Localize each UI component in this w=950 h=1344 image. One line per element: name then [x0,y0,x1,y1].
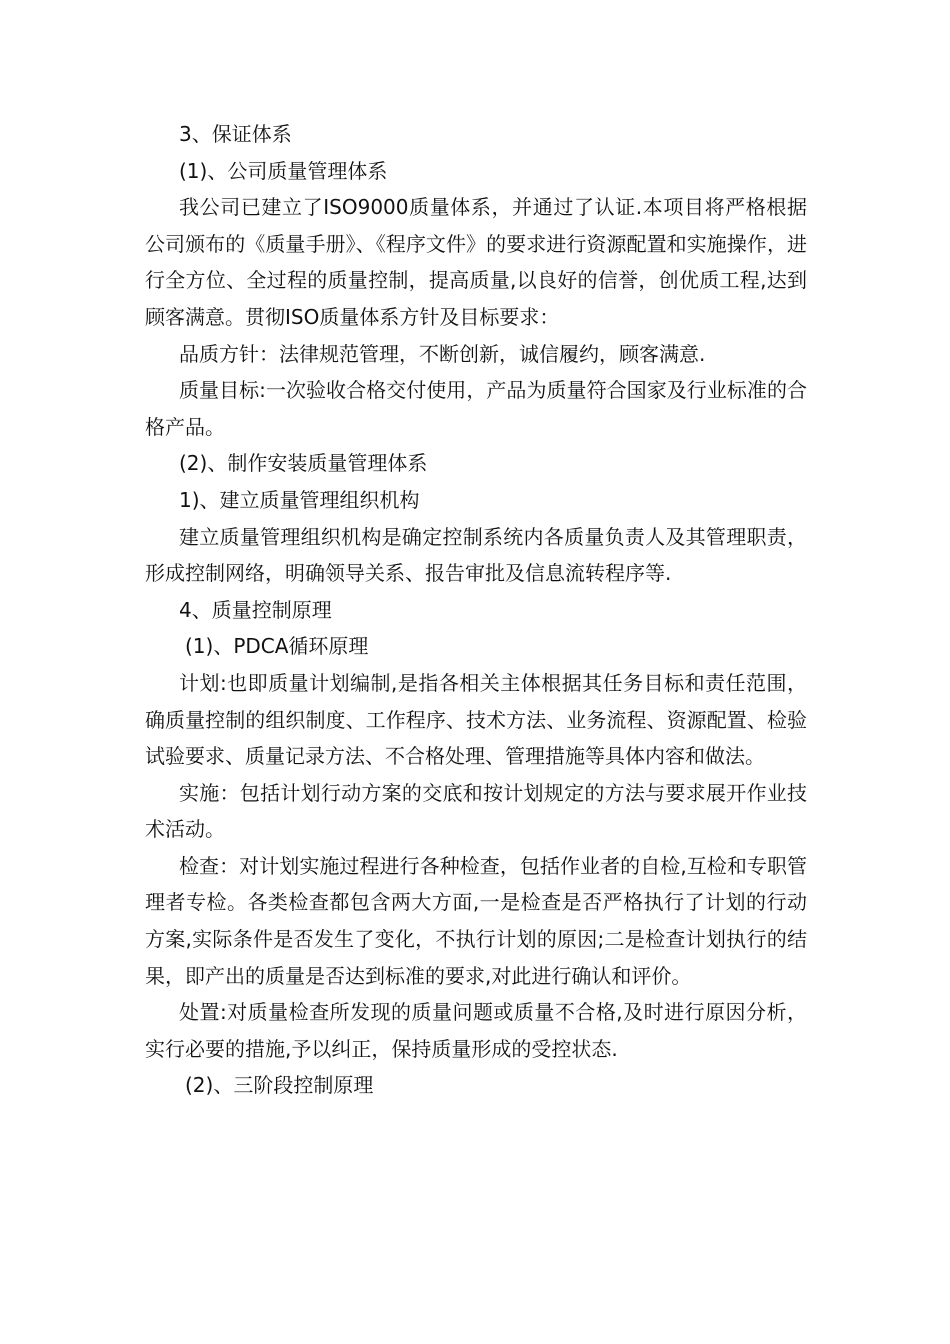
paragraph-iso9000: 我公司已建立了ISO9000质量体系，并通过了认证.本项目将严格根据公司颁布的《质量手册》、《程序文件》的要求进行资源配置和实施操作，进行全方位、全过程的质量控制，提高质量,以良好的信誉，创优质工程,达到顾客满意。贯彻ISO质量体系方针及目标要求： [145,195,807,329]
document-body [145,116,807,1104]
paragraph-plan: 计划:也即质量计划编制,是指各相关主体根据其任务目标和责任范围，确质量控制的组织制度、工作程序、技术方法、业务流程、资源配置、检验试验要求、质量记录方法、不合格处理、管理措施等具体内容和做法。 [145,670,807,769]
subheading-pdca: (1)、PDCA循环原理 [185,634,369,659]
paragraph-act: 处置:对质量检查所发现的质量问题或质量不合格,及时进行原因分析，实行必要的措施,予以纠正，保持质量形成的受控状态. [145,1000,807,1061]
subheading-three-stage: (2)、三阶段控制原理 [185,1073,374,1098]
section-heading-guarantee-system: 3、保证体系 [179,122,292,146]
subheading-installation-quality-system: (2)、制作安装质量管理体系 [179,451,428,476]
paragraph-quality-policy: 品质方针：法律规范管理，不断创新，诚信履约，顾客满意. [179,341,706,366]
paragraph-check: 检查：对计划实施过程进行各种检查，包括作业者的自检,互检和专职管理者专检。各类检查都包含两大方面,一是检查是否严格执行了计划的行动方案,实际条件是否发生了变化，不执行计划的原因;二是检查计划执行的结果，即产出的质量是否达到标准的要求,对此进行确认和评价。 [145,853,807,988]
section-heading-control-principle: 4、质量控制原理 [179,597,332,622]
subheading-company-quality-system: (1)、公司质量管理体系 [179,158,388,183]
subheading-organization: 1)、建立质量管理组织机构 [179,487,420,512]
paragraph-organization: 建立质量管理组织机构是确定控制系统内各质量负责人及其管理职责，形成控制网络，明确领导关系、报告审批及信息流转程序等. [145,524,807,586]
paragraph-quality-target: 质量目标:一次验收合格交付使用，产品为质量符合国家及行业标准的合格产品。 [145,378,807,439]
paragraph-do: 实施：包括计划行动方案的交底和按计划规定的方法与要求展开作业技术活动。 [145,780,807,842]
